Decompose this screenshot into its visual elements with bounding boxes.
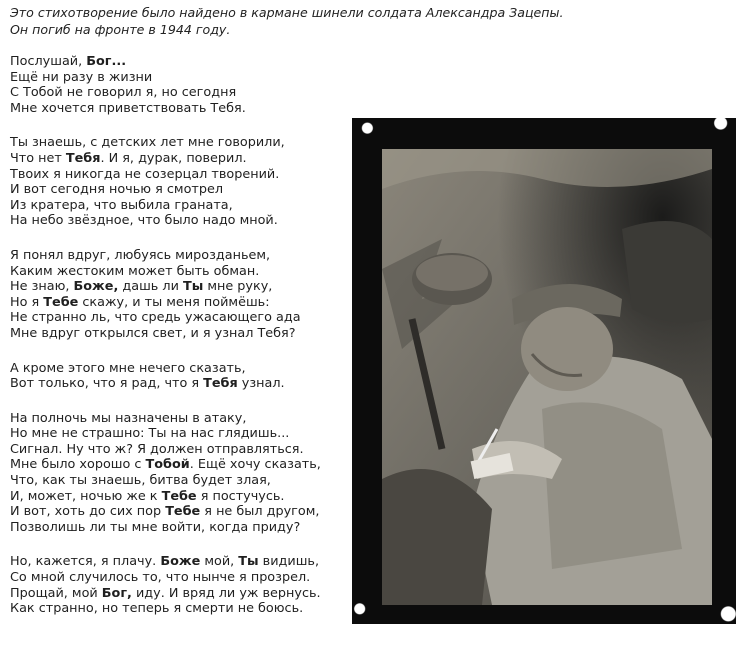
- emphasized-word: Тебе: [43, 294, 79, 310]
- poem-line: [10, 310, 370, 326]
- line-text: Позволишь ли ты мне войти, когда приду?: [10, 519, 301, 535]
- line-text: Не знаю,: [10, 279, 74, 295]
- line-text: Послушай,: [10, 54, 87, 69]
- line-text: И, может, ночью же к: [10, 488, 162, 504]
- poem-line: [10, 70, 370, 86]
- line-text: Как странно, но теперь я смерти не боюсь.: [10, 601, 304, 617]
- poem-line: [10, 442, 370, 458]
- photo-illustration: [382, 149, 712, 605]
- stanza: [10, 248, 370, 342]
- line-text: Что, как ты знаешь, битва будет злая,: [10, 473, 271, 489]
- poem-line: [10, 411, 370, 427]
- line-text: Но мне не страшно: Ты на нас глядишь...: [10, 426, 290, 442]
- line-text: Твоих я никогда не созерцал творений.: [10, 166, 280, 182]
- second-soldier: [622, 221, 712, 322]
- line-text: . Ещё хочу сказать,: [189, 457, 321, 473]
- emphasized-word: Боже: [160, 554, 201, 570]
- emphasized-word: Бог,: [101, 585, 132, 601]
- poem-line: [10, 361, 370, 377]
- poem-line: [10, 279, 370, 295]
- line-text: На небо звёздное, что было надо мной.: [10, 213, 278, 229]
- line-text: скажу, и ты меня поймёшь:: [78, 294, 270, 310]
- line-text: я постучусь.: [196, 488, 285, 504]
- poem-line: [10, 326, 370, 342]
- poem-line: [10, 295, 370, 311]
- line-text: Мне хочется приветствовать Тебя.: [10, 100, 246, 116]
- stanza: [10, 135, 370, 229]
- emphasized-word: Тебя: [203, 376, 238, 392]
- poem-line: [10, 85, 370, 101]
- line-text: Вот только, что я рад, что я: [10, 376, 204, 392]
- line-text: И вот сегодня ночью я смотрел: [10, 182, 224, 198]
- line-text: Прощай, мой: [10, 585, 102, 601]
- poem-line: [10, 601, 370, 617]
- poem-line: [10, 473, 370, 489]
- poem-line: [10, 182, 370, 198]
- poem-line: [10, 554, 370, 570]
- poem-line: [10, 54, 370, 70]
- poem-line: [10, 586, 370, 602]
- poem-line: [10, 376, 370, 392]
- poem-line: [10, 167, 370, 183]
- stanza: [10, 361, 370, 392]
- poem-line: [10, 151, 370, 167]
- soldier-writing-photo: [382, 149, 712, 605]
- intro-line-2: Он погиб на фронте в 1944 году.: [10, 22, 231, 37]
- line-text: Но, кажется, я плачу.: [10, 554, 161, 570]
- line-text: На полночь мы назначены в атаку,: [10, 410, 247, 426]
- emphasized-word: Боже,: [73, 279, 119, 295]
- line-text: Сигнал. Ну что ж? Я должен отправляться.: [10, 441, 304, 457]
- soldier-face: [521, 307, 613, 391]
- line-text: Мне было хорошо с: [10, 457, 146, 473]
- line-text: мой,: [200, 554, 239, 570]
- emphasized-word: Тебе: [165, 504, 201, 520]
- line-text: Ещё ни разу в жизни: [10, 69, 153, 85]
- line-text: Но я: [10, 294, 44, 310]
- poem-line: [10, 264, 370, 280]
- poem-line: [10, 213, 370, 229]
- stanza: [10, 54, 370, 116]
- poem-line: [10, 504, 370, 520]
- poem-line: [10, 248, 370, 264]
- line-text: иду. И вряд ли уж вернусь.: [131, 585, 321, 601]
- line-text: Что нет: [10, 150, 66, 166]
- line-text: узнал.: [237, 376, 285, 392]
- line-text: видишь,: [258, 554, 320, 570]
- stanza: [10, 411, 370, 536]
- line-text: Мне вдруг открылся свет, и я узнал Тебя?: [10, 325, 296, 341]
- poem-line: [10, 520, 370, 536]
- emphasized-word: Тобой: [145, 457, 190, 473]
- emphasized-word: Тебя: [65, 150, 101, 166]
- emphasized-word: Тебе: [161, 488, 197, 504]
- poem-line: [10, 457, 370, 473]
- line-text: дашь ли: [118, 279, 183, 295]
- poem-line: [10, 570, 370, 586]
- line-text: я не был другом,: [200, 504, 320, 520]
- line-text: мне руку,: [203, 279, 273, 295]
- poem-line: [10, 426, 370, 442]
- line-text: Со мной случилось то, что нынче я прозрел.: [10, 570, 311, 586]
- line-text: Ты знаешь, с детских лет мне говорили,: [10, 135, 285, 151]
- line-text: Не странно ль, что средь ужасающего ада: [10, 310, 301, 326]
- line-text: Из кратера, что выбила граната,: [10, 197, 233, 213]
- line-text: Каким жестоким может быть обман.: [10, 263, 260, 279]
- line-text: . И я, дурак, поверил.: [100, 150, 247, 166]
- line-text: И вот, хоть до сих пор: [10, 504, 166, 520]
- emphasized-word: Ты: [182, 279, 204, 295]
- poem-line: [10, 489, 370, 505]
- line-text: А кроме этого мне нечего сказать,: [10, 360, 246, 376]
- poem-text: [10, 54, 370, 636]
- line-text: С Тобой не говорил я, но сегодня: [10, 85, 237, 101]
- stanza: [10, 554, 370, 616]
- emphasized-word: Ты: [238, 554, 259, 570]
- helmet-highlight: [416, 255, 488, 291]
- intro-note: [10, 4, 750, 38]
- line-text: Я понял вдруг, любуясь мирозданьем,: [10, 247, 271, 263]
- emphasized-word: Бог...: [86, 54, 127, 69]
- poem-line: [10, 135, 370, 151]
- poem-line: [10, 101, 370, 117]
- intro-line-1: Это стихотворение было найдено в кармане шинели солдата Александра Зацепы.: [10, 5, 564, 20]
- poem-line: [10, 198, 370, 214]
